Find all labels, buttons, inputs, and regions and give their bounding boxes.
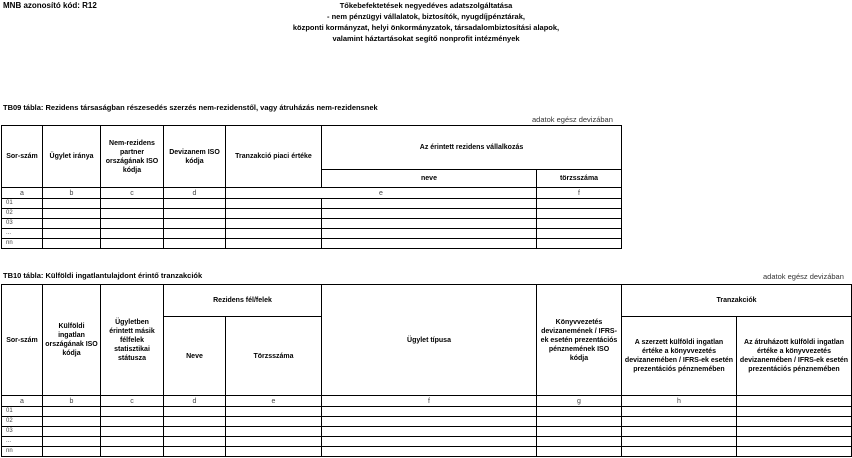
table-cell[interactable] — [537, 447, 622, 457]
tb09-col-torzsszama: törzsszáma — [537, 170, 622, 188]
tb10-col-masik-fel: Ügyletben érintett másik félfelek statisztikai státusza — [101, 285, 164, 396]
row-number: 01 — [2, 199, 43, 209]
tb10-col-ingatlan-iso: Külföldi ingatlan országának ISO kódja — [43, 285, 101, 396]
table-cell[interactable] — [101, 219, 164, 229]
table-cell[interactable] — [322, 199, 537, 209]
col-letter: g — [537, 396, 622, 407]
tb09-col-partner-iso: Nem-rezidens partner országának ISO kódja — [101, 126, 164, 188]
tb10-col-konyvvezetes: Könyvvezetés devizanemének / IFRS-ek esetén prezentációs pénznemének ISO kódja — [537, 285, 622, 396]
col-letter: h — [622, 396, 737, 407]
row-number: 03 — [2, 427, 43, 437]
table-cell[interactable] — [322, 427, 537, 437]
table-cell[interactable] — [101, 209, 164, 219]
table-cell[interactable] — [537, 219, 622, 229]
table-cell[interactable] — [622, 417, 737, 427]
tb09-col-sorszam: Sor-szám — [2, 126, 43, 188]
row-number: 02 — [2, 417, 43, 427]
tb10-col-torzsszama: Törzsszáma — [226, 317, 322, 396]
table-cell[interactable] — [164, 199, 226, 209]
table-cell[interactable] — [226, 209, 322, 219]
tb09-col-devizanem: Devizanem ISO kódja — [164, 126, 226, 188]
tb10-col-atruhazott: Az átruházott külföldi ingatlan értéke a könyvvezetés devizanemében / IFRS-ek esetén prezentációs pénznemében — [737, 317, 852, 396]
table-cell[interactable] — [537, 229, 622, 239]
table-cell[interactable] — [226, 199, 322, 209]
table-cell[interactable] — [322, 239, 537, 249]
col-letter: a — [2, 396, 43, 407]
table-cell[interactable] — [322, 209, 537, 219]
tb10-table — [1, 284, 852, 457]
table-cell[interactable] — [737, 447, 852, 457]
table-cell[interactable] — [164, 427, 226, 437]
table-cell[interactable] — [622, 437, 737, 447]
col-letter: b — [43, 396, 101, 407]
table-cell[interactable] — [226, 417, 322, 427]
tb09-table — [1, 125, 622, 249]
table-cell[interactable] — [226, 219, 322, 229]
tb10-col-tranzakciok: Tranzakciók — [622, 285, 852, 317]
col-letter: e — [226, 188, 537, 199]
table-cell[interactable] — [622, 407, 737, 417]
col-letter: b — [43, 188, 101, 199]
table-cell[interactable] — [537, 199, 622, 209]
tb09-col-piaci-ertek: Tranzakció piaci értéke — [226, 126, 322, 188]
table-cell[interactable] — [43, 199, 101, 209]
tb10-col-rezidens-felek: Rezidens fél/felek — [164, 285, 322, 317]
col-letter: f — [322, 396, 537, 407]
table-cell[interactable] — [322, 417, 537, 427]
col-letter: a — [2, 188, 43, 199]
table-cell[interactable] — [322, 447, 537, 457]
table-cell[interactable] — [43, 427, 101, 437]
tb10-col-neve: Neve — [164, 317, 226, 396]
table-cell[interactable] — [226, 407, 322, 417]
table-cell[interactable] — [622, 447, 737, 457]
row-number: nn — [2, 447, 43, 457]
table-cell[interactable] — [101, 437, 164, 447]
table-cell[interactable] — [101, 229, 164, 239]
table-cell[interactable] — [737, 417, 852, 427]
tb10-col-sorszam: Sor-szám — [2, 285, 43, 396]
table-cell[interactable] — [537, 239, 622, 249]
table-cell[interactable] — [43, 219, 101, 229]
table-cell[interactable] — [737, 437, 852, 447]
col-letter: d — [164, 396, 226, 407]
table-cell[interactable] — [101, 427, 164, 437]
tb10-col-szerzett: A szerzett külföldi ingatlan értéke a könyvvezetés devizanemében / IFRS-ek esetén prezentációs pénznemében — [622, 317, 737, 396]
table-cell[interactable] — [43, 229, 101, 239]
table-cell[interactable] — [537, 407, 622, 417]
table-cell[interactable] — [164, 229, 226, 239]
table-cell[interactable] — [226, 229, 322, 239]
row-number: ... — [2, 229, 43, 239]
table-cell[interactable] — [226, 427, 322, 437]
table-cell[interactable] — [322, 229, 537, 239]
table-cell[interactable] — [226, 447, 322, 457]
table-cell[interactable] — [322, 437, 537, 447]
title-line: központi kormányzat, helyi önkormányzatok, társadalombiztosítási alapok, — [292, 23, 560, 32]
row-number: 01 — [2, 407, 43, 417]
col-letter: c — [101, 396, 164, 407]
title-line: Tőkebefektetések negyedéves adatszolgáltatása — [339, 1, 513, 10]
table-cell[interactable] — [164, 417, 226, 427]
table-cell[interactable] — [737, 407, 852, 417]
table-cell[interactable] — [322, 407, 537, 417]
title-line: valamint háztartásokat segítő nonprofit intézmények — [332, 34, 520, 43]
table-cell[interactable] — [101, 447, 164, 457]
table-cell[interactable] — [226, 437, 322, 447]
title-line: - nem pénzügyi vállalatok, biztosítók, nyugdíjpénztárak, — [327, 12, 525, 21]
tb09-unit: adatok egész devizában — [532, 115, 613, 124]
table-cell[interactable] — [43, 447, 101, 457]
table-cell[interactable] — [164, 447, 226, 457]
tb09-col-ugylet-iranya: Ügylet iránya — [43, 126, 101, 188]
table-cell[interactable] — [164, 209, 226, 219]
table-cell[interactable] — [622, 427, 737, 437]
table-cell[interactable] — [101, 239, 164, 249]
table-cell[interactable] — [164, 219, 226, 229]
table-cell[interactable] — [43, 417, 101, 427]
table-cell[interactable] — [164, 437, 226, 447]
table-cell[interactable] — [101, 407, 164, 417]
col-letter: f — [537, 188, 622, 199]
table-cell[interactable] — [737, 427, 852, 437]
tb09-col-erintett: Az érintett rezidens vállalkozás — [322, 126, 622, 170]
col-letter: e — [226, 396, 322, 407]
table-cell[interactable] — [537, 437, 622, 447]
report-title — [0, 0, 852, 44]
table-cell[interactable] — [226, 239, 322, 249]
tb09-label: TB09 tábla: Rezidens társaságban részesedés szerzés nem-rezidenstől, vagy átruházás nem-rezidensnek — [3, 103, 378, 112]
row-number: 03 — [2, 219, 43, 229]
tb10-col-ugylet-tipusa: Ügylet típusa — [322, 285, 537, 396]
table-cell[interactable] — [43, 407, 101, 417]
tb10-unit: adatok egész devizában — [763, 272, 844, 281]
table-cell[interactable] — [101, 417, 164, 427]
row-number: ... — [2, 437, 43, 447]
mnb-code: MNB azonosító kód: R12 — [3, 1, 97, 10]
row-number: nn — [2, 239, 43, 249]
col-letter: d — [164, 188, 226, 199]
row-number: 02 — [2, 209, 43, 219]
col-letter — [737, 396, 852, 407]
tb09-col-neve: neve — [322, 170, 537, 188]
table-cell[interactable] — [322, 219, 537, 229]
table-cell[interactable] — [537, 417, 622, 427]
table-cell[interactable] — [164, 407, 226, 417]
table-cell[interactable] — [43, 239, 101, 249]
table-cell[interactable] — [43, 209, 101, 219]
table-cell[interactable] — [537, 209, 622, 219]
tb10-label: TB10 tábla: Külföldi ingatlantulajdont érintő tranzakciók — [3, 271, 203, 280]
table-cell[interactable] — [43, 437, 101, 447]
table-cell[interactable] — [537, 427, 622, 437]
col-letter: c — [101, 188, 164, 199]
table-cell[interactable] — [101, 199, 164, 209]
table-cell[interactable] — [164, 239, 226, 249]
